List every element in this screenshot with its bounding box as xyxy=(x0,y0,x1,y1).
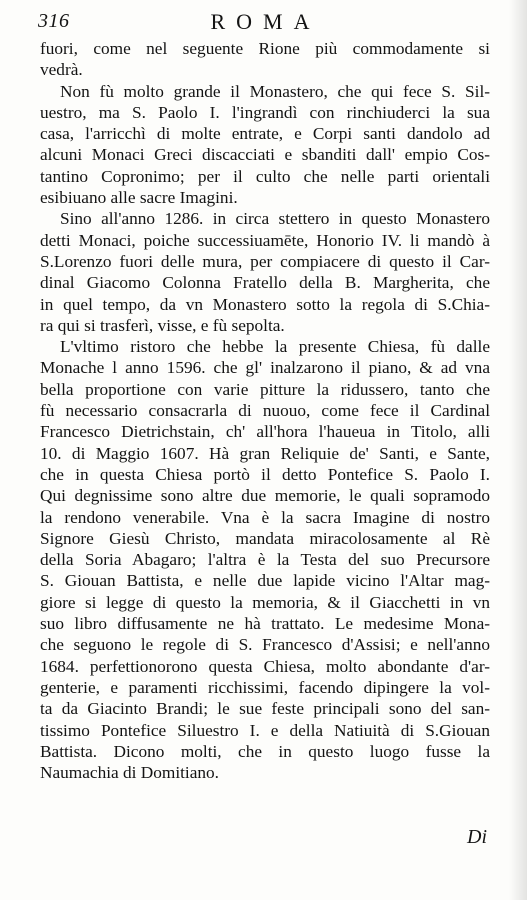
text-line: in quel tempo, da vn Monastero sotto la regola di S.Chia- xyxy=(40,294,490,314)
text-line: la rendono venerabile. Vna è la sacra Imagine di nostro xyxy=(40,507,490,527)
text-line: S.Lorenzo fuori delle mura, per compiacere di questo il Car- xyxy=(40,251,490,271)
text-line: che seguono le regole di S. Francesco d'Assisi; e nell'anno xyxy=(40,635,490,655)
text-line: 1684. perfettionorono questa Chiesa, molto abondante d'ar- xyxy=(40,656,490,676)
text-line: tissimo Pontefice Siluestro I. e della Natiuità di S.Giouan xyxy=(40,720,490,740)
body-text xyxy=(40,38,490,783)
text-line: ra qui si trasferì, visse, e fù sepolta. xyxy=(40,315,285,335)
text-line: Battista. Dicono molti, che in questo luogo fusse la xyxy=(40,741,490,761)
text-line: Naumachia di Domitiano. xyxy=(40,763,220,783)
text-line: L'vltimo ristoro che hebbe la presente Chiesa, fù dalle xyxy=(60,337,490,357)
text-line: Qui degnissime sono altre due memorie, le quali sopramodo xyxy=(40,486,490,506)
text-line: della Soria Abagaro; l'altra è la Testa del suo Precursore xyxy=(40,550,490,570)
text-line: uestro, ma S. Paolo I. l'ingrandì con rinchiuderci la sua xyxy=(40,102,490,122)
page-gutter-shadow xyxy=(509,0,527,900)
running-head: ROMA xyxy=(210,9,321,34)
text-line: fù necessario consacrarla di nuouo, come fece il Cardinal xyxy=(40,401,490,421)
text-line: dinal Giacomo Colonna Fratello della B. Margherita, che xyxy=(40,273,490,293)
text-line: genterie, e paramenti ricchissimi, facendo dipingere la vol- xyxy=(40,677,490,697)
text-line: ta da Giacinto Brandi; le sue feste principali sono del san- xyxy=(40,699,490,719)
catchword: Di xyxy=(467,826,487,848)
text-line: bella proportione con varie pitture la ridussero, tanto che xyxy=(40,379,490,399)
text-line: Monache l anno 1596. che gl' inalzarono il piano, & ad vna xyxy=(40,358,490,378)
text-line: Sino all'anno 1286. in circa stettero in questo Monastero xyxy=(60,209,490,229)
text-line: alcuni Monaci Greci discacciati e sbanditi dall' empio Cos- xyxy=(40,145,490,165)
text-line: casa, l'arricchì di molte entrate, e Corpi santi dandolo ad xyxy=(40,124,490,144)
text-line: 10. di Maggio 1607. Hà gran Reliquie de' Santi, e Sante, xyxy=(40,443,490,463)
text-line: tantino Copronimo; per il culto che nelle parti orientali xyxy=(40,166,490,186)
text-line: Non fù molto grande il Monastero, che qui fece S. Sil- xyxy=(60,81,490,101)
page-header xyxy=(38,10,493,38)
text-line: giore si legge di questo la memoria, & il Giacchetti in vn xyxy=(40,592,490,612)
text-line: detti Monaci, poiche successiuamēte, Honorio IV. li mandò à xyxy=(40,230,490,250)
text-line: Francesco Dietrichstain, ch' all'hora l'haueua in Titolo, alli xyxy=(40,422,490,442)
text-line: esibiuano alle sacre Imagini. xyxy=(40,188,238,208)
text-line: S. Giouan Battista, e nelle due lapide vicino l'Altar mag- xyxy=(40,571,490,591)
text-line: che in questa Chiesa portò il detto Pontefice S. Paolo I. xyxy=(40,464,490,484)
text-line: Signore Giesù Christo, mandata miracolosamente al Rè xyxy=(40,528,490,548)
page-number: 316 xyxy=(38,10,70,32)
text-line: vedrà. xyxy=(40,60,83,80)
text-line: suo libro diffusamente ne hà trattato. Le medesime Mona- xyxy=(40,614,490,634)
text-line: fuori, come nel seguente Rione più commodamente si xyxy=(40,39,490,58)
